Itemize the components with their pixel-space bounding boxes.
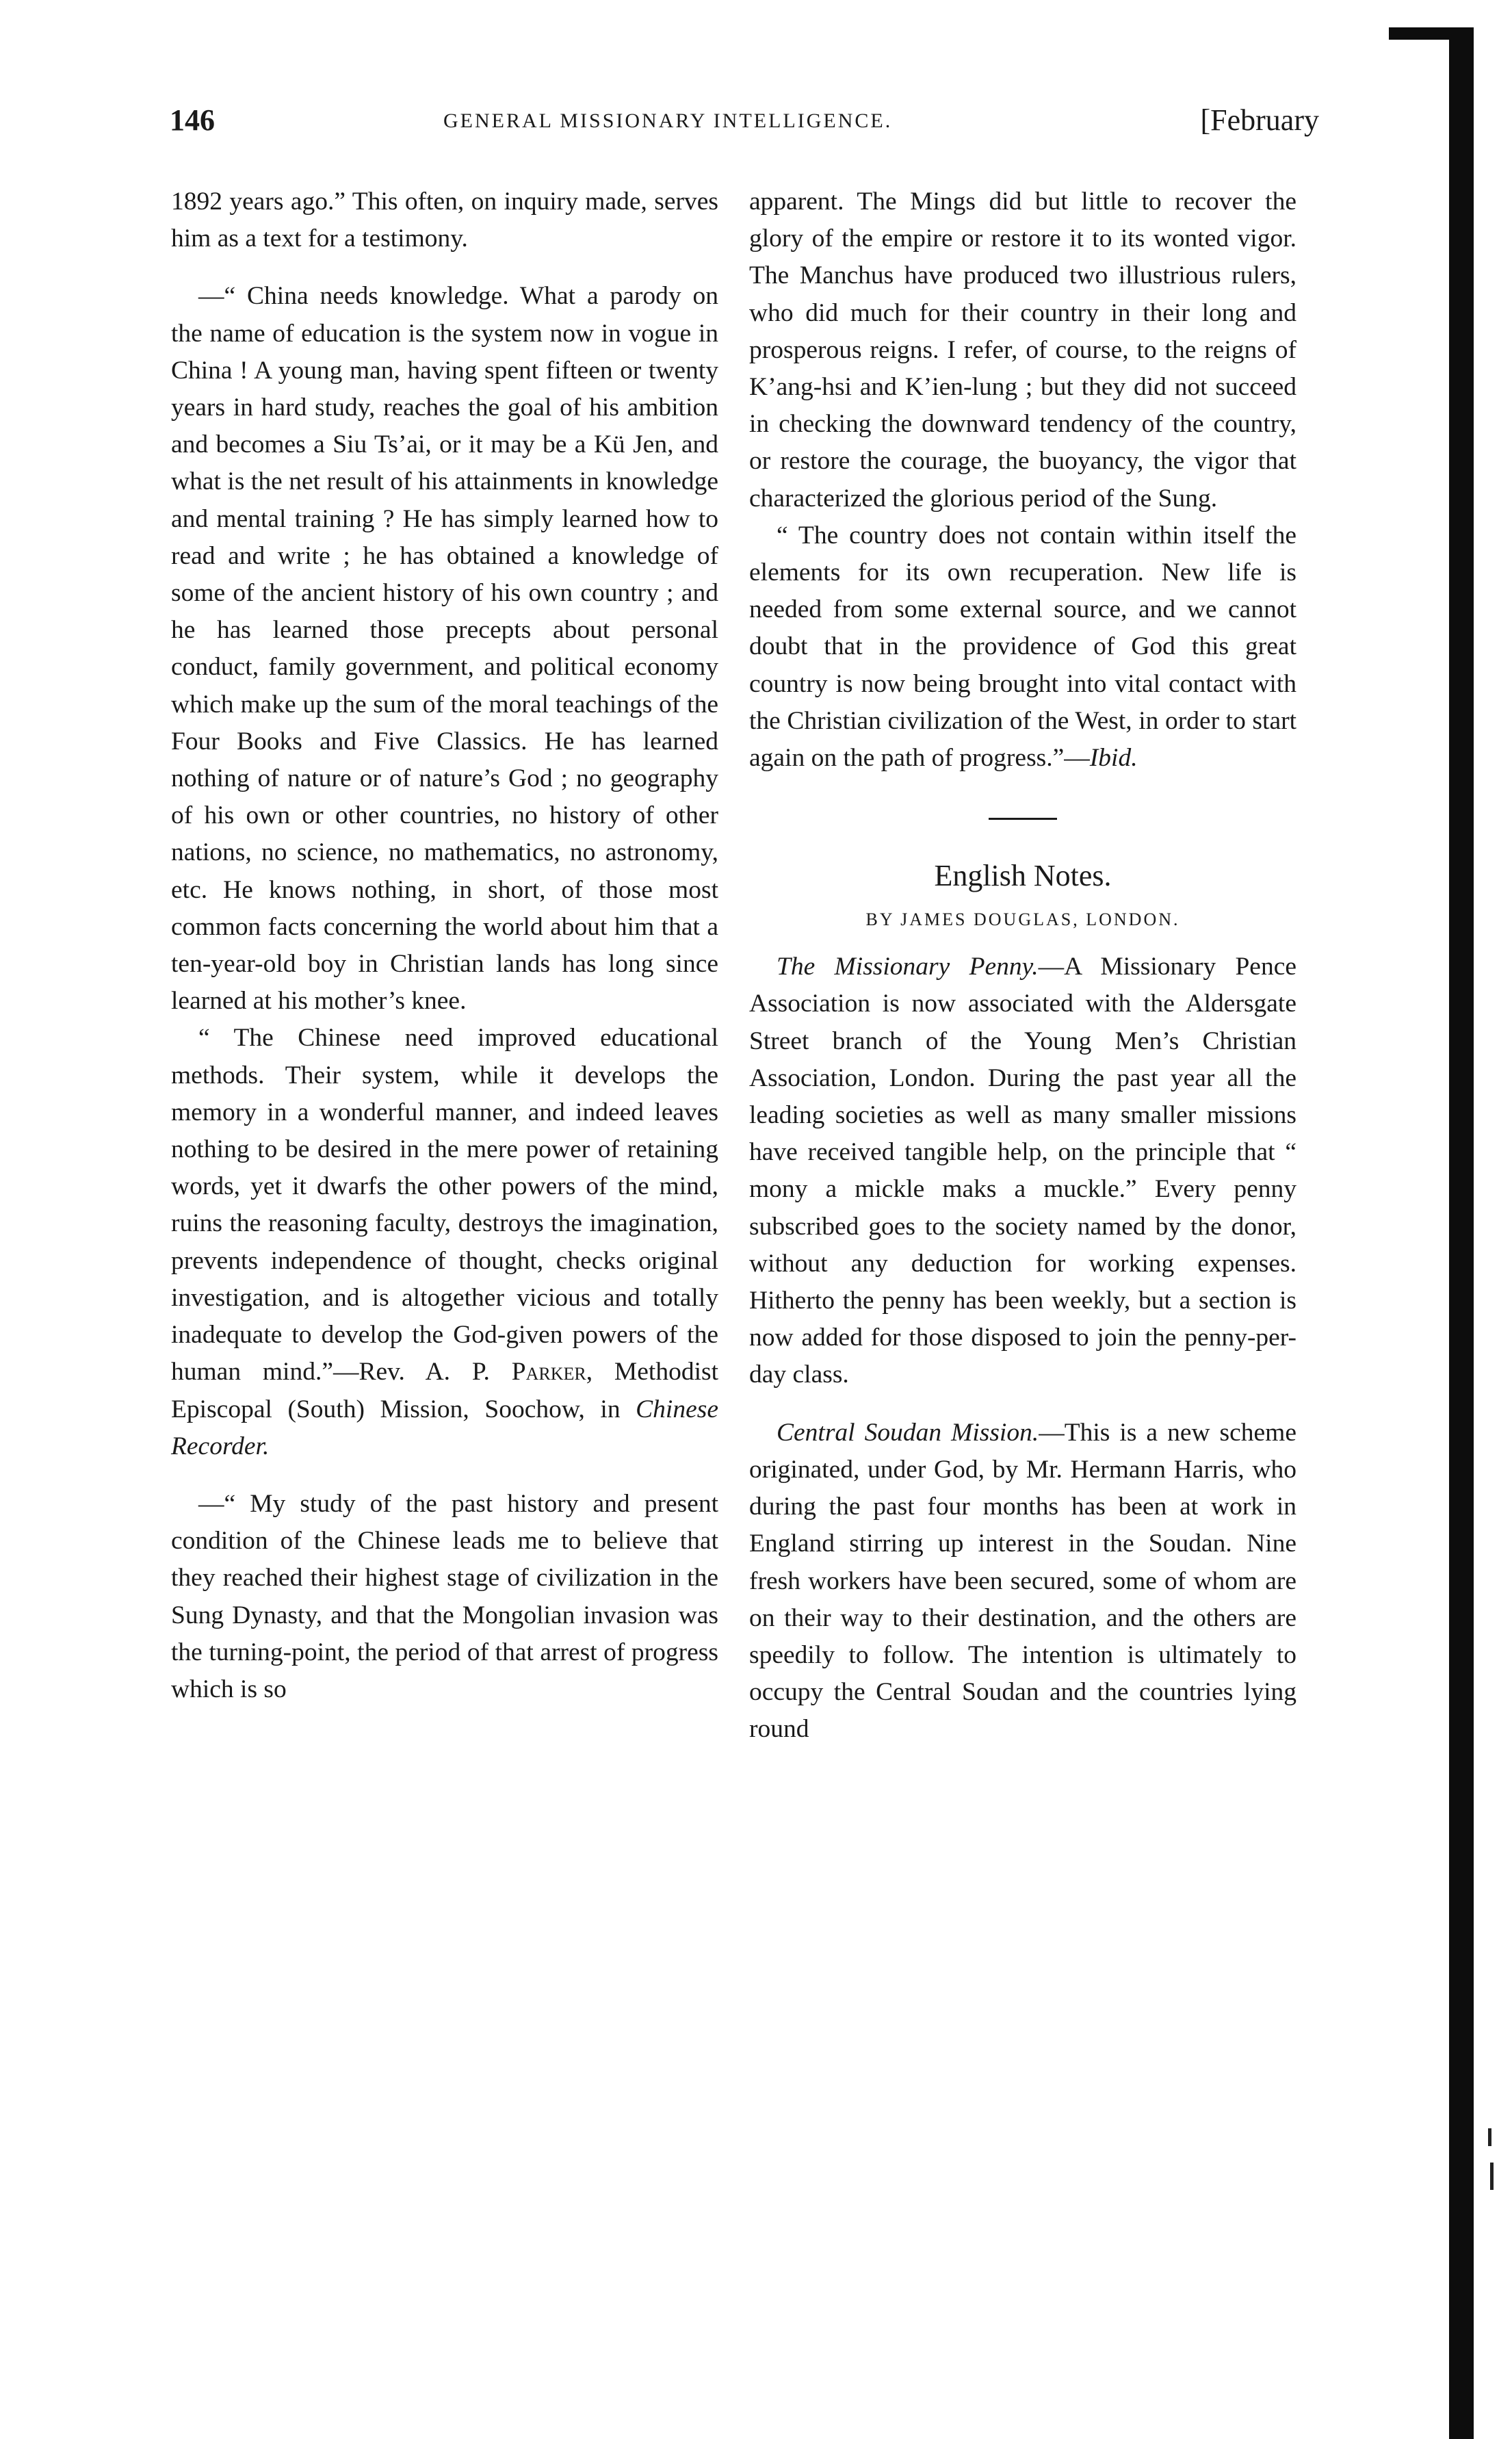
recuperation-text: “ The country does not contain within itself the elements for its own recuperation. New life is needed from some external source, and we cannot doubt that in the providence of God this great country is now being brought into vital contact with the Christian civilization of the West, in order to start again on the path of progress.”— [749,521,1296,773]
paragraph-mings-manchus: apparent. The Mings did but little to recover the glory of the empire or restore it to its wonted vigor. The Manchus have produced two illustrious rulers, who did much for their country in their long and prosperous reigns. I refer, of course, to the reigns of K’ang-hsi and K’ien-lung ; but they did not succeed in checking the downward tendency of the country, or restore the courage, the buoyancy, the vigor that characterized the glorious period of the Sung. [749,188,1296,513]
author-name: Parker, [511,1358,593,1386]
missionary-penny-heading: The Missionary Penny. [777,953,1039,981]
left-column [171,183,718,1708]
paragraph-educational-methods [171,1020,718,1464]
paragraph-missionary-penny [749,948,1296,1393]
running-month: [February [1200,103,1319,137]
margin-mark-upper [1488,2128,1491,2146]
missionary-penny-text: —A Missionary Pence Association is now associated with the Aldersgate Street branch of the Young Men’s Christian Association, London. During the past year all the leading societies as well as many smaller missions have received tangible help, on the principle that “ mony a mickle maks a muckle.” Every penny subscribed goes to the society named by the donor, without any deduction for working expenses. Hitherto the penny has been weekly, but a section is now added for those disposed to join the penny-per-day class. [749,953,1296,1389]
margin-mark-lower [1490,2163,1494,2190]
central-soudan-text: —This is a new scheme originated, under God, by Mr. Hermann Harris, who during the past four months has been at work in England stirring up interest in the Soudan. Nine fresh workers have been secured, some of whom are on their way to their destination, and the others are speedily to follow. The intention is ultimately to occupy the Central Soudan and the countries lying round [749,1418,1296,1744]
section-title: English Notes. [934,859,1112,893]
binding-edge [1449,34,1474,2439]
source-publication: Chinese Recorder. [171,1395,718,1460]
ibid-citation: Ibid. [1089,744,1138,773]
paragraph-recuperation [749,517,1296,777]
author-affiliation: Methodist Episcopal (South) Mission, Soochow, in [171,1358,718,1423]
paragraph-testimony: 1892 years ago.” This often, on inquiry made, serves him as a text for a testimony. [171,188,718,253]
educational-methods-text: “ The Chinese need improved educational methods. Their system, while it develops the memory in a wonderful manner, and indeed leaves nothing to be desired in the mere power of retaining words, yet it dwarfs the other powers of the mind, ruins the reasoning faculty, destroys the imagination, prevents independence of thought, checks original investigation, and is altogether vicious and totally inadequate to develop the God-given powers of the human mind.”—Rev. A. P. [171,1024,718,1386]
paragraph-central-soudan [749,1415,1296,1748]
paragraph-past-history: —“ My study of the past history and present condition of the Chinese leads me to believe that they reached their highest stage of civilization in the Sung Dynasty, and that the Mongolian invasion was the turning-point, the period of that arrest of progress which is so [171,1489,718,1703]
page-number: 146 [170,103,215,137]
central-soudan-heading: Central Soudan Mission. [777,1418,1039,1447]
running-header [170,103,1319,144]
paragraph-china-needs-knowledge: —“ China needs knowledge. What a parody on the name of education is the system now in vogue in China ! A young man, having spent fifteen or twenty years in hard study, reaches the goal of his ambition and becomes a Siu Ts’ai, or it may be a Kü Jen, and what is the net result of his attainments in knowledge and mental training ? He has simply learned how to read and write ; he has obtained a knowledge of some of the ancient history of his own country ; and he has learned those precepts about personal conduct, family government, and political economy which make up the sum of the moral teachings of the Four Books and Five Classics. He has learned nothing of nature or of nature’s God ; no geography of his own or other countries, no history of other nations, no science, no mathematics, no astronomy, etc. He knows nothing, in short, of those most common facts concerning the world about him that a ten-year-old boy in Christian lands has long since learned at his mother’s knee. [171,282,718,1016]
running-title: GENERAL MISSIONARY INTELLIGENCE. [443,109,893,132]
section-divider [989,818,1057,820]
section-byline: BY JAMES DOUGLAS, LONDON. [865,909,1180,930]
right-column [749,183,1296,1748]
